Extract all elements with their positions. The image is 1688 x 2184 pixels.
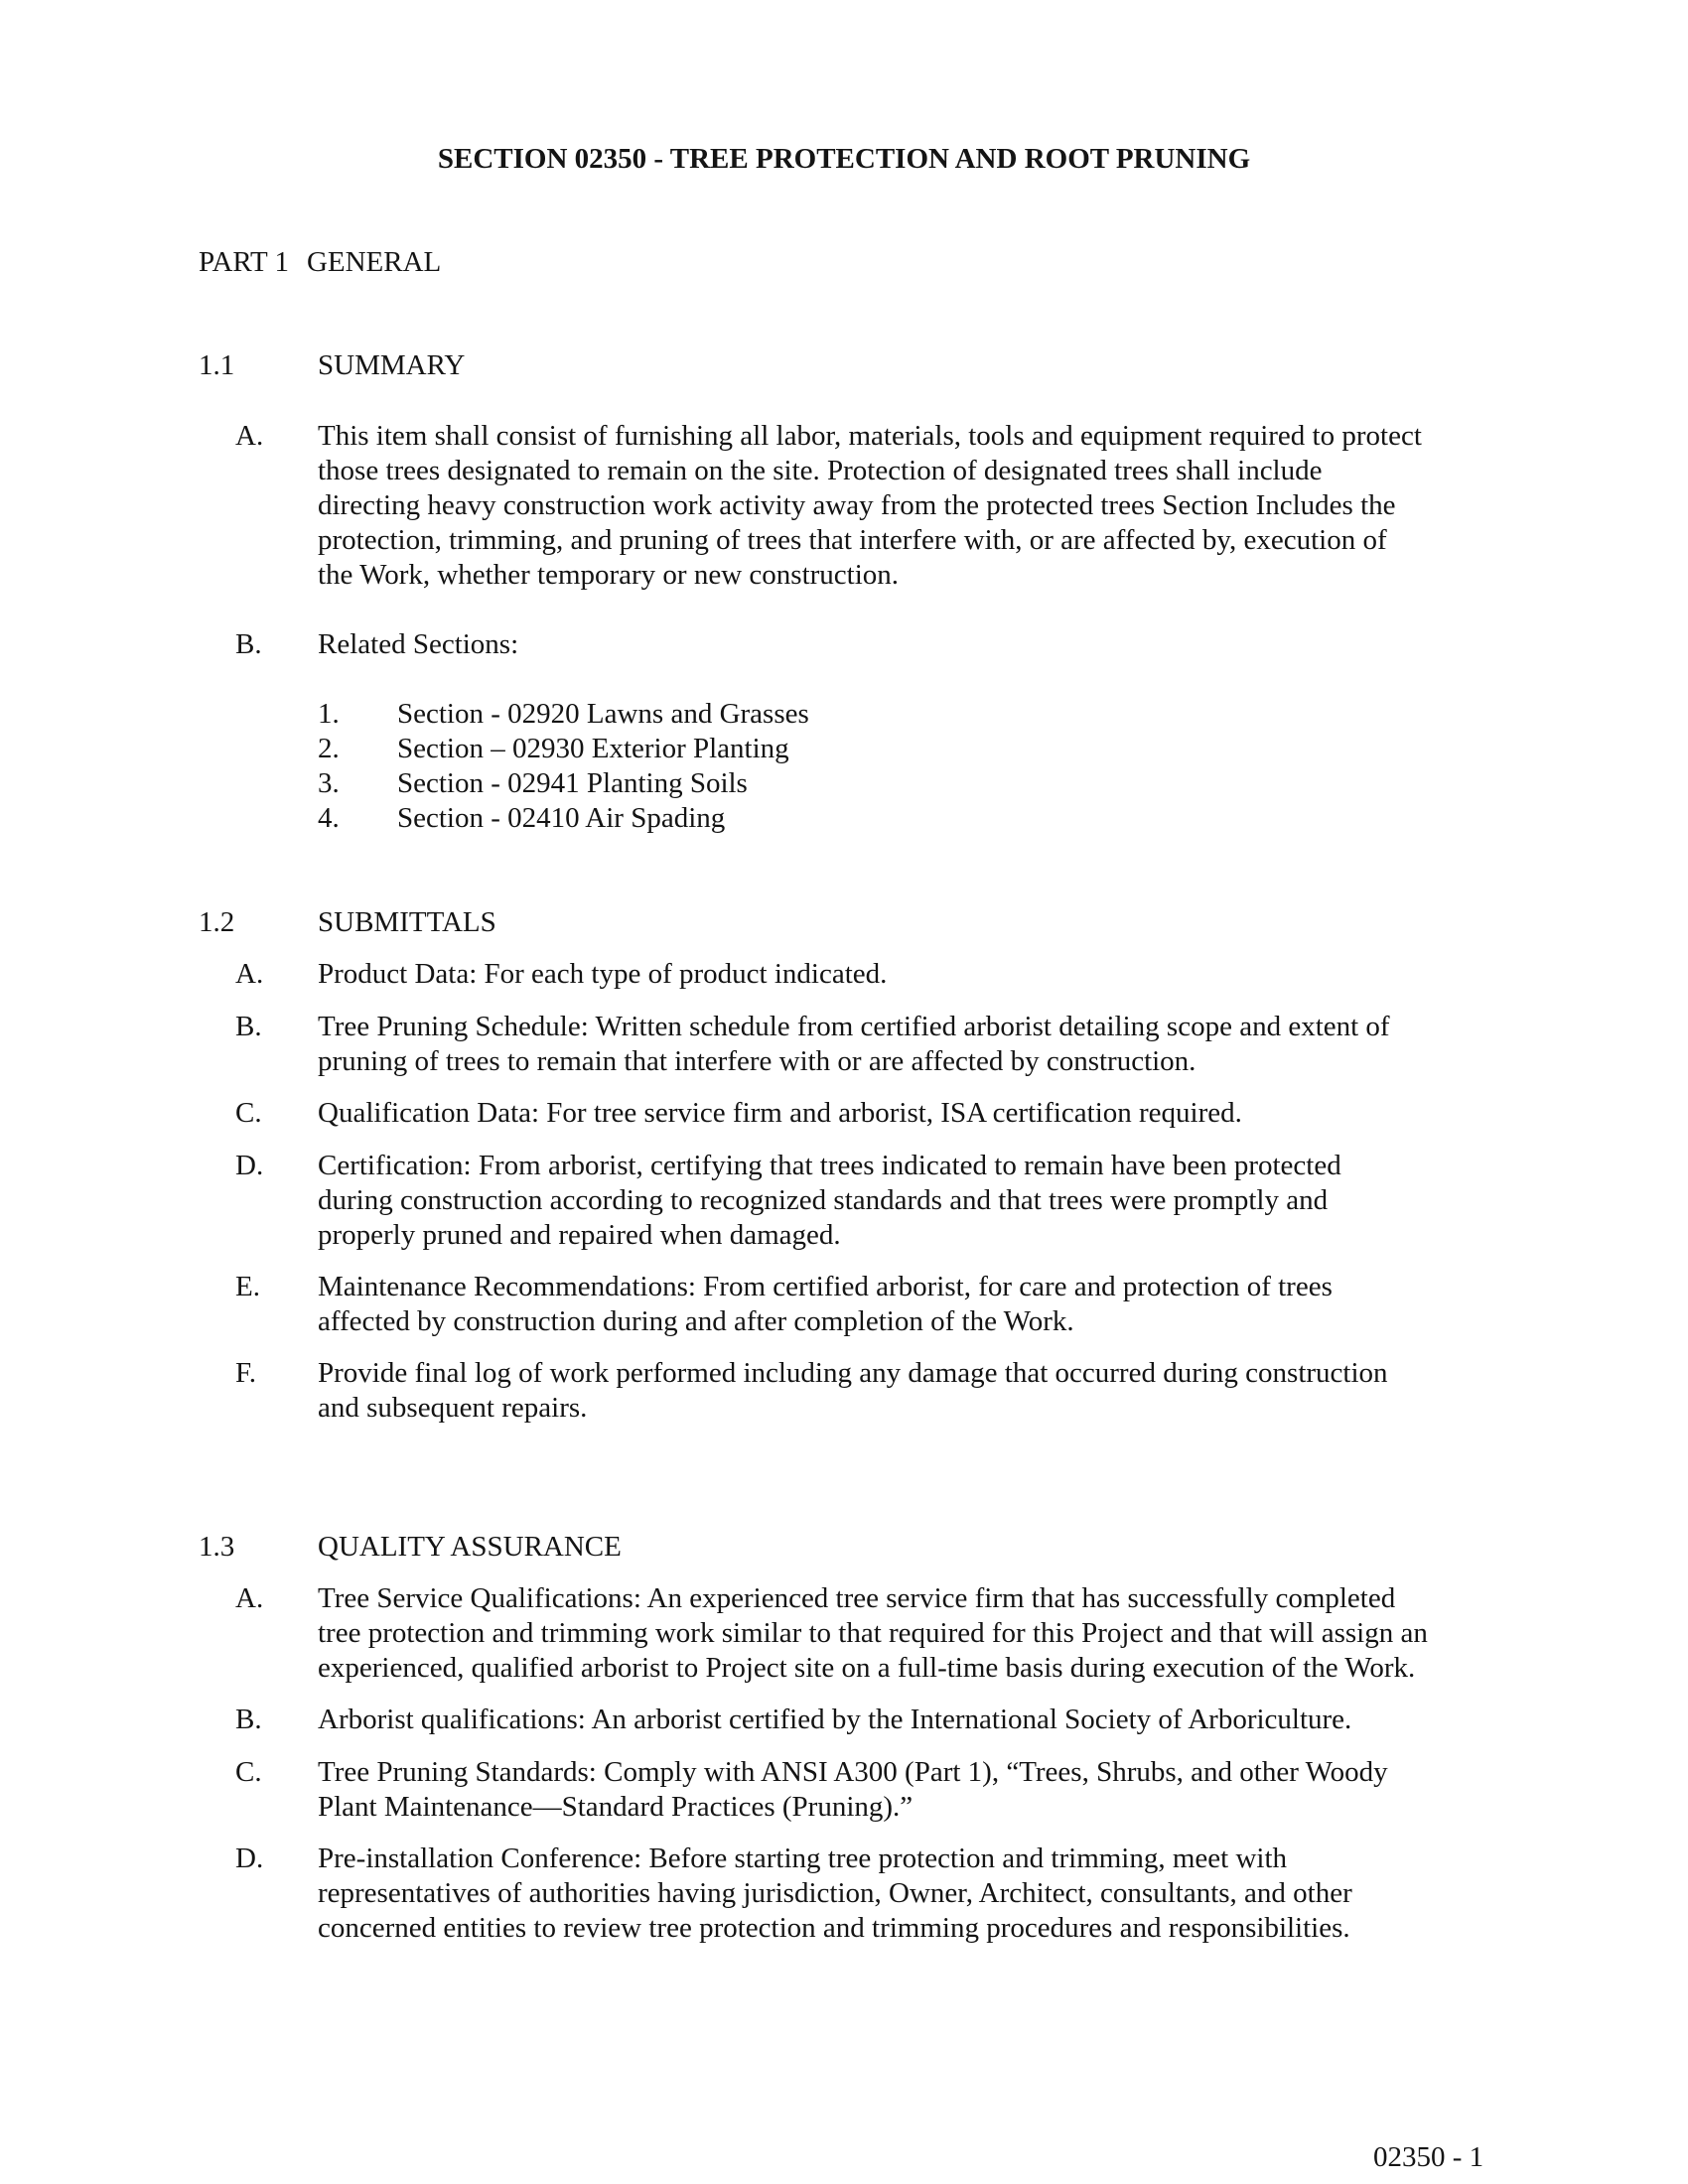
section-title: SUBMITTALS xyxy=(318,906,496,938)
item-line: Product Data: For each type of product indicated. xyxy=(318,958,888,990)
item-letter: C. xyxy=(235,1756,262,1788)
item-line: concerned entities to review tree protection and trimming procedures and responsibilities. xyxy=(318,1912,1350,1944)
section-heading-1-1 xyxy=(199,348,466,383)
item-text xyxy=(318,1149,1489,1253)
page-footer: 02350 - 1 xyxy=(1373,2141,1484,2173)
section-number: 1.2 xyxy=(199,906,235,938)
section-title: QUALITY ASSURANCE xyxy=(318,1531,622,1563)
item-line: affected by construction during and after completion of the Work. xyxy=(318,1305,1074,1337)
part-title: GENERAL xyxy=(306,246,442,278)
item-line: Tree Pruning Schedule: Written schedule from certified arborist detailing scope and extent of xyxy=(318,1011,1390,1042)
section-title: SUMMARY xyxy=(318,349,466,381)
item-line: Arborist qualifications: An arborist certified by the International Society of Arboriculture. xyxy=(318,1704,1352,1735)
section-number: 1.1 xyxy=(199,349,235,381)
sub-item-number: 3. xyxy=(318,767,340,799)
item-letter: D. xyxy=(235,1843,264,1874)
item-text xyxy=(318,1270,1489,1339)
item-text xyxy=(318,1755,1489,1825)
item-letter: E. xyxy=(235,1271,260,1302)
item-line: and subsequent repairs. xyxy=(318,1392,588,1424)
item-line: Tree Pruning Standards: Comply with ANSI A300 (Part 1), “Trees, Shrubs, and other Woody xyxy=(318,1756,1388,1788)
item-letter: F. xyxy=(235,1357,257,1389)
section-number: 1.3 xyxy=(199,1531,235,1563)
item-line: Certification: From arborist, certifying that trees indicated to remain have been protected xyxy=(318,1150,1341,1181)
item-line: pruning of trees to remain that interfere with or are affected by construction. xyxy=(318,1045,1196,1077)
item-line: Maintenance Recommendations: From certified arborist, for care and protection of trees xyxy=(318,1271,1333,1302)
sub-item-number: 2. xyxy=(318,733,340,764)
item-letter: A. xyxy=(235,958,264,990)
item-line: Related Sections: xyxy=(318,628,519,660)
part-label: PART 1 xyxy=(199,246,289,278)
item-line: Provide final log of work performed including any damage that occurred during construction xyxy=(318,1357,1388,1389)
section-heading-1-3 xyxy=(199,1530,622,1565)
item-text xyxy=(318,1010,1489,1079)
item-letter: C. xyxy=(235,1097,262,1129)
sub-item-number: 4. xyxy=(318,802,340,834)
item-text xyxy=(318,627,1489,662)
item-letter: B. xyxy=(235,1704,262,1735)
item-text xyxy=(318,1581,1489,1686)
item-line: directing heavy construction work activity away from the protected trees Section Includes the xyxy=(318,489,1396,521)
item-text xyxy=(318,1096,1489,1131)
sub-item-number: 1. xyxy=(318,698,340,730)
sub-item-text: Section - 02941 Planting Soils xyxy=(397,767,748,799)
item-line: tree protection and trimming work similar to that required for this Project and that will assign an xyxy=(318,1617,1428,1649)
item-text xyxy=(318,1703,1489,1737)
section-heading-1-2 xyxy=(199,905,496,940)
item-text xyxy=(318,1356,1489,1426)
item-line: Qualification Data: For tree service firm and arborist, ISA certification required. xyxy=(318,1097,1242,1129)
sub-item-text: Section – 02930 Exterior Planting xyxy=(397,733,789,764)
item-line: This item shall consist of furnishing all labor, materials, tools and equipment required to protect xyxy=(318,420,1422,452)
item-line: during construction according to recognized standards and that trees were promptly and xyxy=(318,1184,1329,1216)
item-letter: B. xyxy=(235,628,262,660)
item-text xyxy=(318,957,1489,992)
item-letter: A. xyxy=(235,420,264,452)
item-line: Plant Maintenance—Standard Practices (Pruning).” xyxy=(318,1791,914,1823)
item-line: Tree Service Qualifications: An experienced tree service firm that has successfully completed xyxy=(318,1582,1396,1614)
item-line: properly pruned and repaired when damaged. xyxy=(318,1219,841,1251)
item-line: Pre-installation Conference: Before starting tree protection and trimming, meet with xyxy=(318,1843,1288,1874)
item-line: experienced, qualified arborist to Project site on a full-time basis during execution of the Work. xyxy=(318,1652,1416,1684)
item-text xyxy=(318,419,1489,593)
item-line: representatives of authorities having jurisdiction, Owner, Architect, consultants, and other xyxy=(318,1877,1352,1909)
part-heading xyxy=(199,245,441,280)
sub-item-text: Section - 02410 Air Spading xyxy=(397,802,726,834)
item-line: protection, trimming, and pruning of trees that interfere with, or are affected by, execution of xyxy=(318,524,1387,556)
item-text xyxy=(318,1842,1489,1946)
item-line: the Work, whether temporary or new construction. xyxy=(318,559,900,591)
page-title: SECTION 02350 - TREE PROTECTION AND ROOT PRUNING xyxy=(437,143,1251,175)
sub-item-text: Section - 02920 Lawns and Grasses xyxy=(397,698,809,730)
item-letter: D. xyxy=(235,1150,264,1181)
item-letter: B. xyxy=(235,1011,262,1042)
item-line: those trees designated to remain on the site. Protection of designated trees shall include xyxy=(318,455,1323,486)
item-letter: A. xyxy=(235,1582,264,1614)
